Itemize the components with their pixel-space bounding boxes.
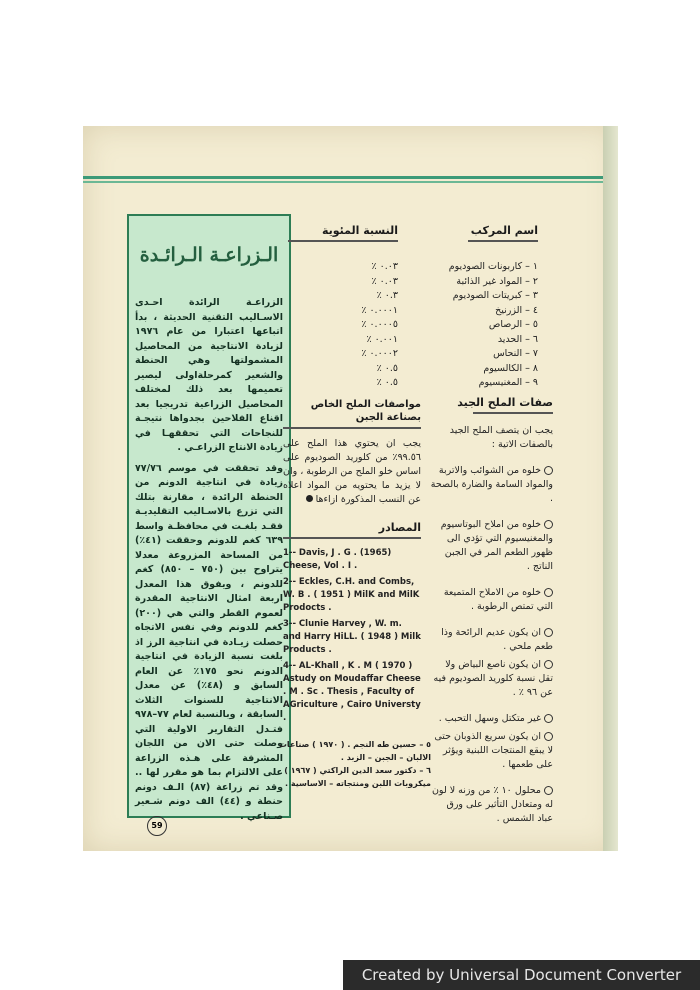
header-underline [288, 240, 398, 242]
percent-value: ٠.٣ ٪ [376, 290, 398, 301]
header-underline [468, 240, 538, 242]
specs-text: يجب ان يحتوي هذا الملح على ٩٩.٥٦٪ من كلوريد الصوديوم على اساس خلو الملح من الرطوبة ، وان لا يزيد ما يحتويه من المواد اعلاه عن النسب المذكورة ازاءها [282, 438, 421, 505]
specs-underline [283, 427, 421, 429]
ingredient-list [418, 260, 538, 391]
salt-property-item: خلوه من املاح البوتاسيوم والمغنيسيوم التي تؤدي الى ظهور الطعم المر في الجبن الناتج . [440, 519, 553, 572]
magazine-page [83, 126, 618, 851]
bullet-icon [306, 495, 313, 502]
page-binding [603, 126, 618, 851]
circle-bullet-icon [544, 588, 553, 597]
good-salt-heading: صفات الملح الجيد [457, 396, 553, 409]
percent-value: ٠.٠٠٠٥ ٪ [361, 319, 398, 330]
percent-list [288, 260, 398, 391]
sources-heading: المصادر [378, 521, 421, 534]
sidebar-title: الـزراعـة الـرائـدة [139, 244, 279, 266]
good-salt-underline [473, 412, 553, 414]
top-rule-secondary [83, 181, 603, 183]
references-list [283, 547, 421, 725]
circle-bullet-icon [544, 732, 553, 741]
ingredient-item: ٥ – الرصاص [488, 319, 538, 330]
salt-property-item: ان يكون عديم الرائحة وذا طعم ملحي . [441, 627, 553, 652]
percent-column [288, 224, 398, 391]
ingredient-item: ٦ – الحديد [497, 333, 538, 345]
percent-value: ٠.٠٠٠١ ٪ [361, 304, 398, 316]
sidebar-box [127, 214, 291, 822]
salt-property-item: خلوه من الشوائب والاتربة والمواد السامة والضارة بالصحة . [430, 465, 553, 504]
circle-bullet-icon [544, 520, 553, 529]
sidebar-text [135, 296, 283, 830]
reference-item: 1-- Davis, J . G . (1965) Cheese, Vol . I . [283, 548, 392, 571]
percent-value: ٠.٠٣ ٪ [371, 275, 398, 287]
circle-bullet-icon [544, 786, 553, 795]
good-salt-column [428, 396, 553, 826]
salt-property-item: خلوه من الاملاح المتميعة التي تمتص الرطوبة . [443, 587, 553, 612]
percent-value: ٠.٠٠٠٢ ٪ [361, 348, 398, 359]
salt-property-item: غير متكتل وسهل التحبب . [428, 712, 553, 726]
good-salt-intro: يجب ان يتصف الملح الجيد بالصفات الاتية : [449, 425, 553, 450]
percent-value: ٠.٥ ٪ [376, 377, 398, 388]
circle-bullet-icon [544, 466, 553, 475]
percent-value: ٠.٠٠١ ٪ [366, 333, 398, 345]
salt-property-item: محلول ١٠ ٪ من وزنه لا لون له ومتعادل التأثير على ورق عباد الشمس . [431, 785, 553, 824]
ingredient-header: اسم المركب [470, 224, 538, 237]
sidebar-paragraph: وقد تحققت في موسم ٧٧/٧٦ زيادة في انتاجية الدونم من الحنطة الرائدة ، مقارنة بتلك التي تزرع بالاسـاليب التقليديـة فقـد بلغـت في محافظـة واسط ٦٣٩ كغم للدونم وحققت (٤١٪) من المساحة المزروعة معدلا يتراوح بين (٧٥٠ – ٨٥٠) كغم للدونم ، ويفوق هذا المعدل اربعة امثال الانتاجية المقدرة لعموم القطر والتي هي (٢٠٠) كغم للدونم وفي نفس الاتجاه حصلت زيـادة في انتاجية الرز اذ بلغت نسبة الزيادة في انتاجية الدونم نحو ١٧٥٪ عن العام السابق و (٤٨٪) عن معدل الانتاجية للسنوات الثلاث السابقة ، وبالنسبة لعام ٧٧–٩٧٨ فتـدل التقارير الاولية التي وصلت حتى الان من اللجان المشرفة على هـذه الزراعة على الالتزام بما هو مقرر لها .. وقد تم زراعة (٨٧) الـف دونم حنطة و (٤٤) الف دونم شـعير صـناعي . [135, 462, 284, 822]
ingredient-item: ٧ – النحاس [493, 348, 538, 359]
page-number: 59 [147, 816, 167, 836]
top-rule [83, 176, 603, 179]
ingredient-item: ٢ – المواد غير الذائبة [456, 275, 538, 287]
circle-bullet-icon [544, 628, 553, 637]
arabic-reference-item: ٦ – دكتور سعد الدين الراكتي ( ١٩٦٧ ) ميكروبات اللبن ومنتجاته – الاساسية . [284, 766, 431, 788]
circle-bullet-icon [544, 660, 553, 669]
sources-underline [283, 537, 421, 539]
salt-property-item: ان يكون سريع الذوبان حتى لا يبقع المنتجات اللبنية ويؤثر على طعمها . [434, 731, 553, 770]
arabic-references [263, 738, 431, 790]
sidebar-paragraph: الزراعـة الرائدة احـدى الاسـاليب التقنية الحديثة ، بدأ اتباعها اعتبارا من عام ١٩٧٦ لزيادة الانتاجية من المحاصيل المشمولتها وهي الحنطة والشعير كمرحلةاولى ليصير تعميمها بعد ذلك لمختلف المحاصيل الزراعية تدريجيا بعد اقناع الفلاحين بجدواها نتيجـة للنجاحات التي تحققهـا في زيادة الانتاج الزراعـي . [135, 297, 283, 453]
ingredient-item: ٨ – الكالسيوم [483, 362, 538, 374]
reference-item: 2-- Eckles, C.H. and Combs, W. B . ( 1951 ) MilK and MilK Prodocts . [283, 577, 420, 613]
ingredient-item: ٩ – المغنيسيوم [478, 377, 538, 388]
specs-heading: مواصفات الملح الخاص بصناعة الجبن [310, 399, 421, 423]
middle-column [283, 398, 421, 728]
percent-value: ٠.٥ ٪ [376, 362, 398, 374]
circle-bullet-icon [544, 714, 553, 723]
converter-watermark: Created by Universal Document Converter [343, 960, 700, 990]
arabic-reference-item: ٥ – حسين طه النجم . ( ١٩٧٠ ) صناعات الالبان – الجبن – الزبد . [278, 740, 431, 762]
ingredient-item: ١ – كاربونات الصوديوم [448, 261, 538, 272]
percent-value: ٠.٠٣ ٪ [371, 261, 398, 272]
percent-header: النسبة المئوية [321, 224, 398, 237]
reference-item: 4-- AL-Khall , K . M ( 1970 ) Astudy on Moudaffar Cheese . M . Sc . Thesis , Faculty of AGriculture , Cairo Universty . [283, 661, 421, 723]
ingredient-column [418, 224, 538, 391]
reference-item: 3-- Clunie Harvey , W. m. and Harry HiLL. ( 1948 ) Milk Products . [283, 619, 421, 655]
ingredient-item: ٤ – الزرنيخ [495, 304, 538, 316]
salt-property-item: ان يكون ناصع البياض ولا تقل نسبة كلوريد الصوديوم فيه عن ٩٦ ٪ . [433, 659, 553, 698]
ingredient-item: ٣ – كبريتات الصوديوم [452, 290, 538, 301]
